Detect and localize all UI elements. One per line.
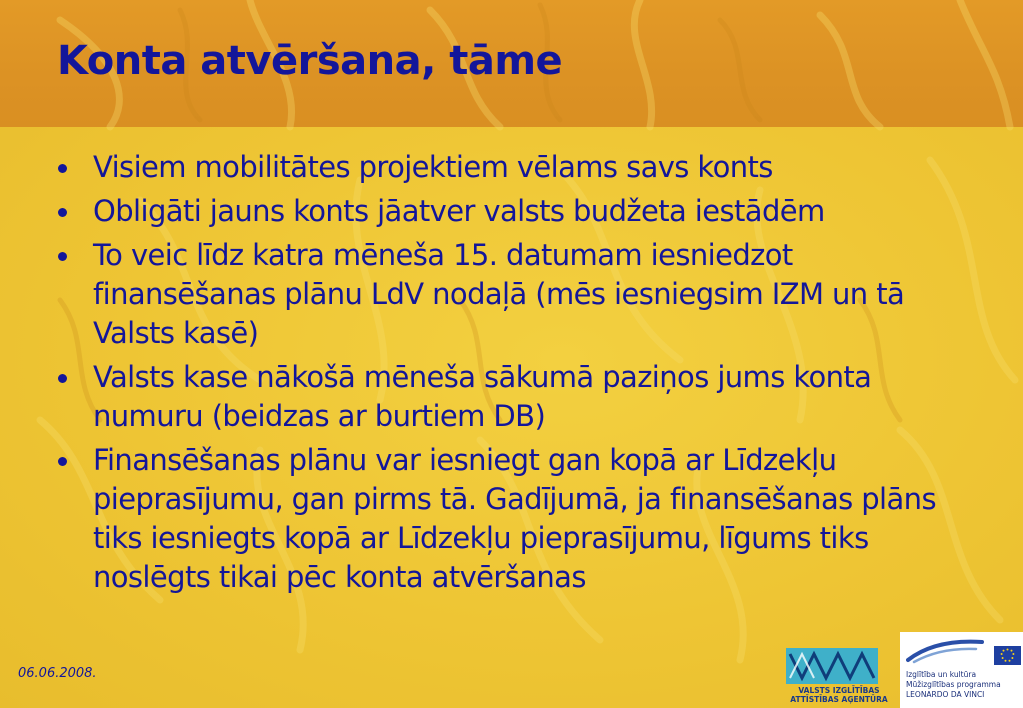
viaa-logo-icon (786, 648, 878, 684)
bullet-text: Obligāti jauns konts jāatver valsts budžeta iestādēm (93, 194, 825, 228)
leonardo-text-line: Izglītība un kultūra (906, 670, 977, 679)
leonardo-logo (900, 632, 1023, 708)
leonardo-text (906, 670, 1001, 700)
bullet-list (56, 148, 976, 602)
bullet-dot-icon (58, 164, 67, 173)
slide-date: 06.06.2008. (18, 666, 97, 681)
bullet-dot-icon (58, 208, 67, 217)
bullet-text: To veic līdz katra mēneša 15. datumam iesniedzot finansēšanas plānu LdV nodaļā (mēs iesniegsim IZM un tā Valsts kasē) (93, 238, 905, 350)
bullet-item (56, 192, 976, 231)
leonardo-text-line: Mūžizglītības programma (906, 680, 1001, 689)
leonardo-swoosh-icon (906, 636, 984, 664)
bullet-dot-icon (58, 457, 67, 466)
bullet-item (56, 236, 976, 353)
viaa-logo (780, 648, 890, 704)
bullet-item (56, 358, 976, 436)
bullet-dot-icon (58, 252, 67, 261)
bullet-text: Visiem mobilitātes projektiem vēlams savs konts (93, 150, 773, 184)
bullet-item (56, 148, 976, 187)
slide-title: Konta atvēršana, tāme (57, 38, 563, 84)
bullet-item (56, 441, 976, 597)
eu-flag-icon (994, 646, 1021, 665)
bullet-dot-icon (58, 374, 67, 383)
bullet-text: Finansēšanas plānu var iesniegt gan kopā ar Līdzekļu pieprasījumu, gan pirms tā. Gadījumā, ja finansēšanas plāns tiks iesniegts kopā ar Līdzekļu pieprasījumu, līgums tiks noslēgts tikai pēc konta atvēršanas (93, 443, 936, 594)
viaa-caption (780, 686, 898, 704)
viaa-caption-line: ATTĪSTĪBAS AĢENTŪRA (790, 695, 888, 704)
leonardo-text-line: LEONARDO DA VINCI (906, 690, 985, 699)
viaa-caption-line: VALSTS IZGLĪTĪBAS (798, 686, 880, 695)
bullet-text: Valsts kase nākošā mēneša sākumā paziņos jums konta numuru (beidzas ar burtiem DB) (93, 360, 872, 433)
